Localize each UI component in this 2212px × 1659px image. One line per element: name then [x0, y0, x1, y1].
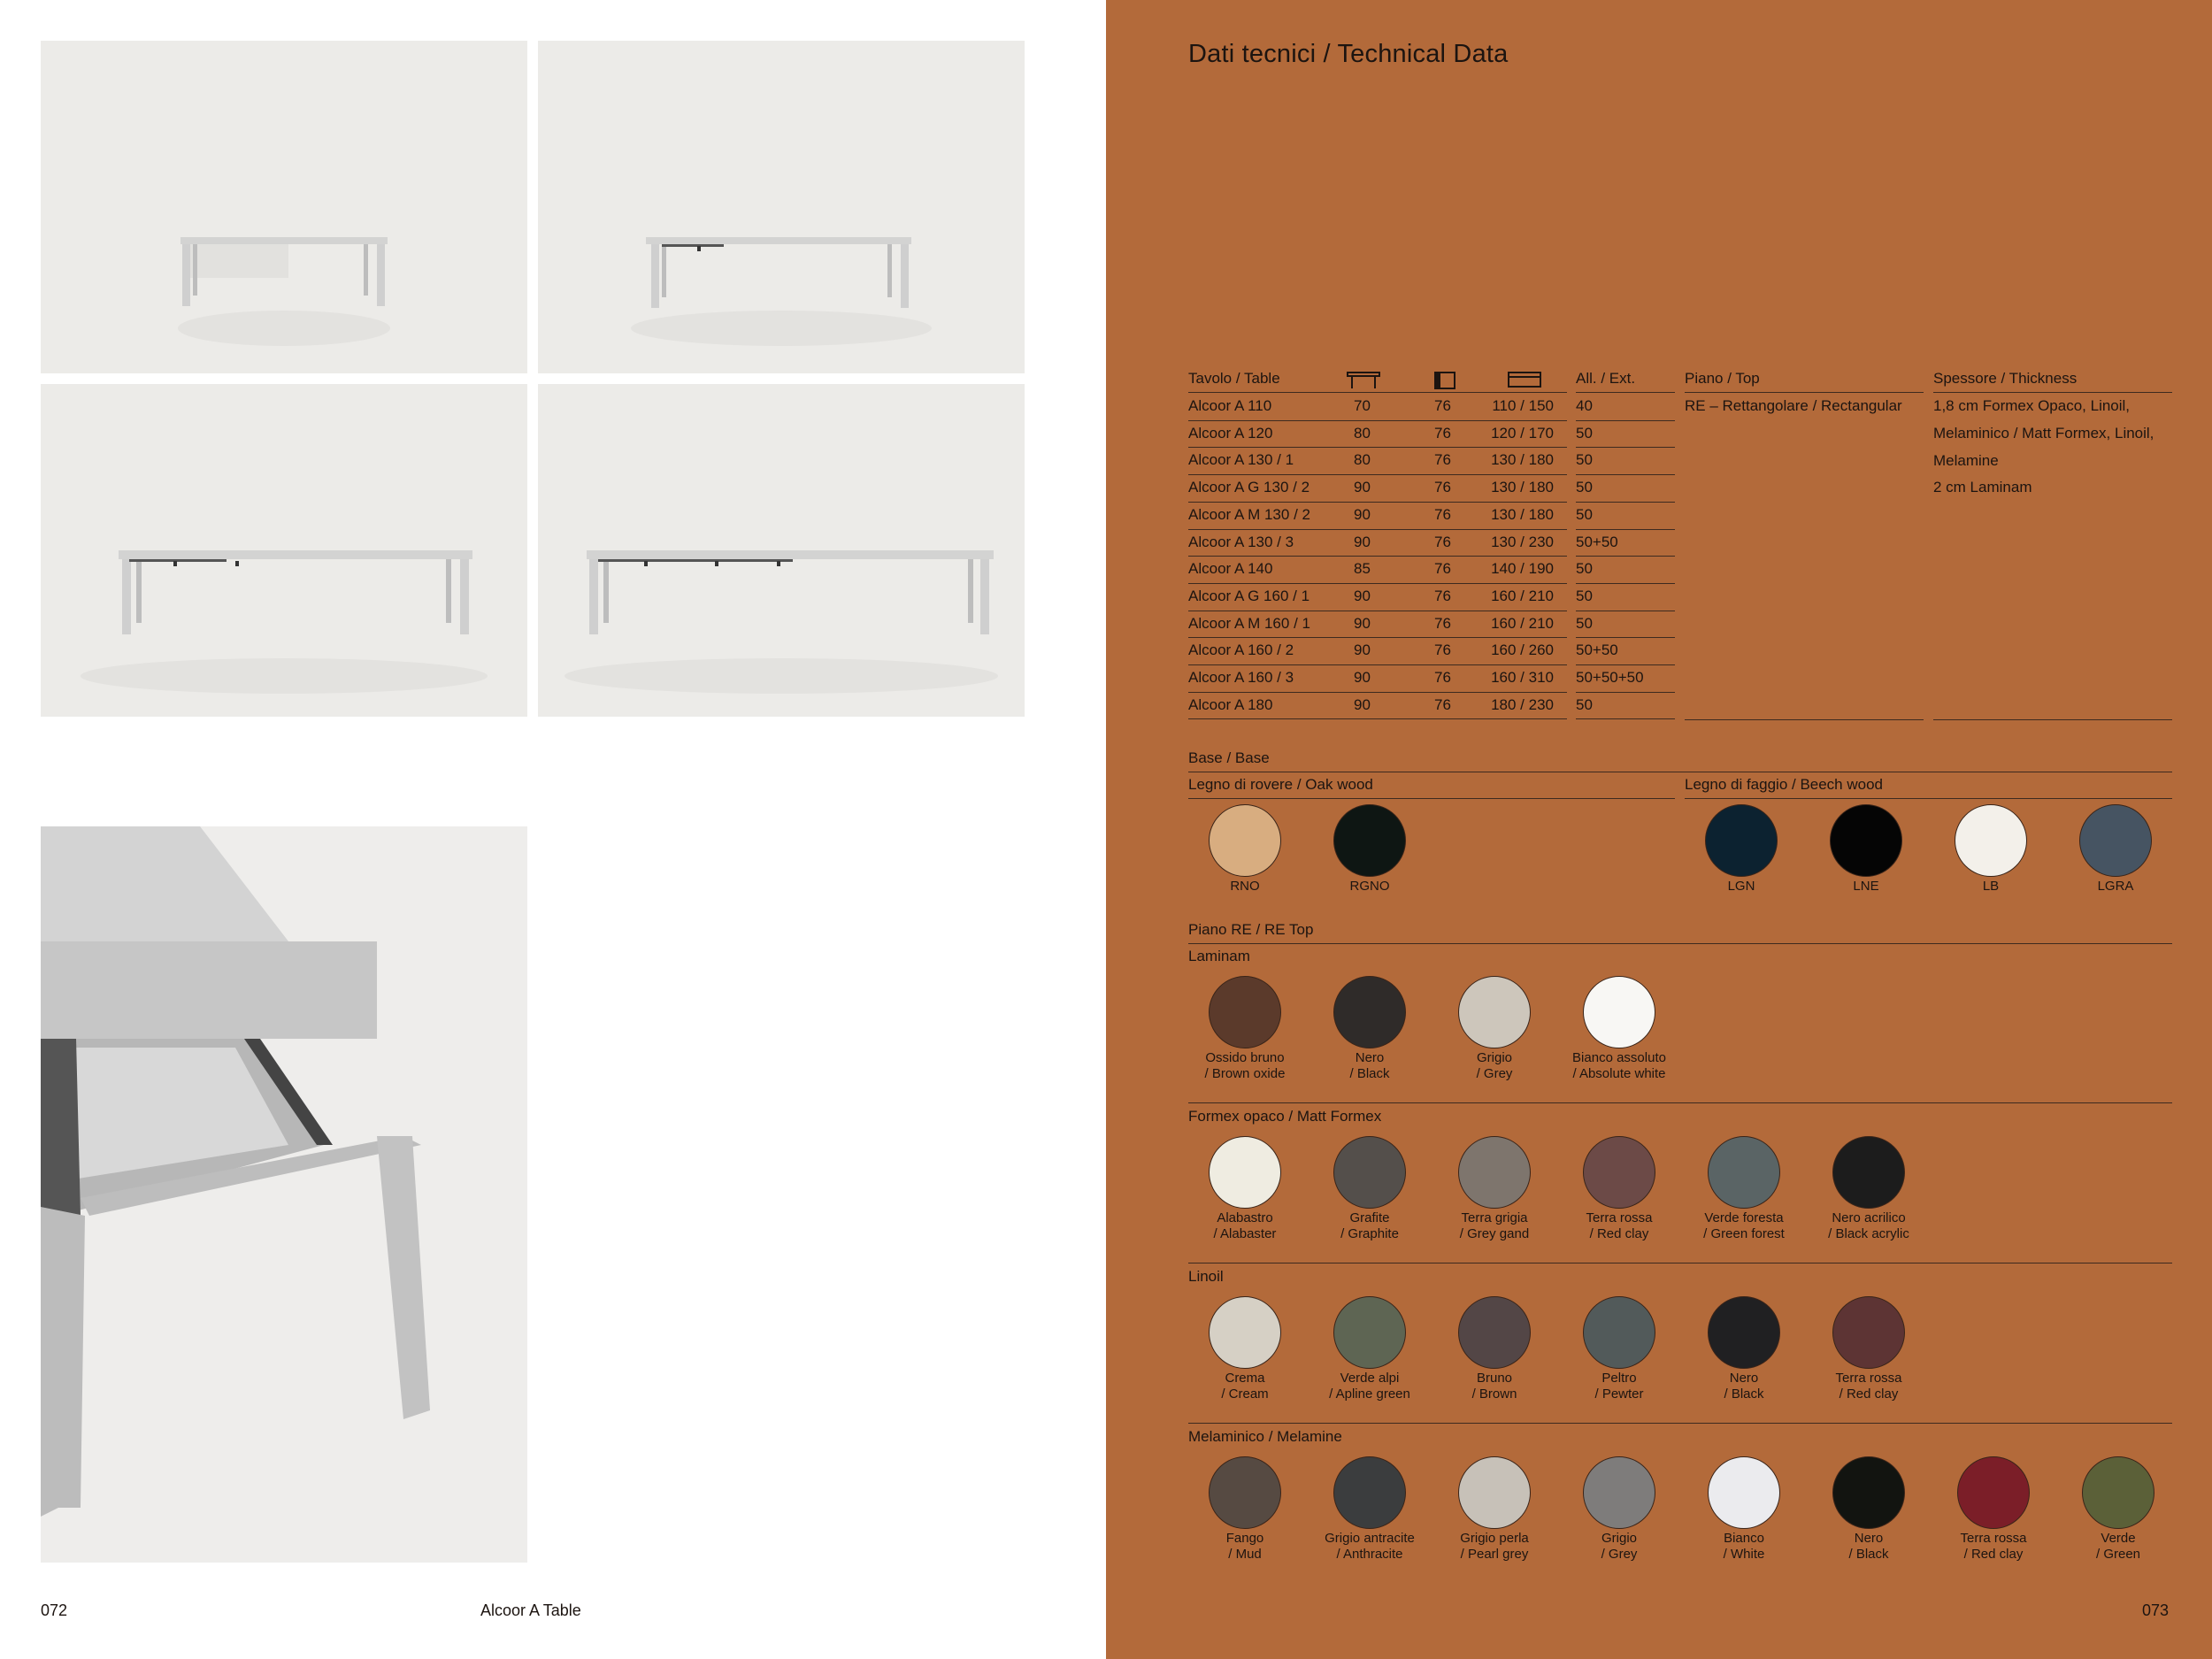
finish-swatch[interactable] — [1458, 1136, 1531, 1209]
row-rule — [1188, 502, 1567, 503]
cell-length: 130 / 180 — [1491, 505, 1554, 523]
swatch-label-line: / Apline green — [1329, 1386, 1410, 1402]
cell-extension: 50 — [1576, 614, 1593, 632]
finish-swatch[interactable] — [1832, 1456, 1905, 1529]
row-rule — [1576, 692, 1675, 693]
cell-height: 76 — [1434, 479, 1451, 496]
finish-swatch-label — [2052, 1531, 2185, 1563]
swatch-label-line: / Green forest — [1703, 1226, 1785, 1241]
cell-model: Alcoor A M 130 / 2 — [1188, 505, 1310, 523]
finish-group-title: Linoil — [1188, 1268, 1224, 1285]
header-thickness: Spessore / Thickness — [1933, 370, 2078, 387]
swatch-label-line: / Black — [1349, 1066, 1390, 1081]
finish-group-title: Laminam — [1188, 948, 1250, 964]
row-rule — [1576, 474, 1675, 475]
row-rule — [1188, 474, 1567, 475]
swatch-label-line: / Grey — [1476, 1066, 1513, 1081]
cell-height: 76 — [1434, 451, 1451, 469]
cell-model: Alcoor A M 160 / 1 — [1188, 614, 1310, 632]
finish-swatch[interactable] — [1333, 1456, 1406, 1529]
beech-swatch[interactable] — [1830, 804, 1902, 877]
cell-height: 76 — [1434, 533, 1451, 550]
row-rule — [1576, 583, 1675, 584]
oak-rule — [1188, 798, 1675, 799]
right-page — [1106, 0, 2212, 1659]
finish-swatch-label — [1927, 1531, 2060, 1563]
swatch-label-line: Peltro — [1601, 1371, 1637, 1386]
table-length-icon — [1507, 370, 1542, 394]
header-top: Piano / Top — [1685, 370, 1760, 387]
cell-width: 90 — [1354, 641, 1371, 659]
cell-extension: 50 — [1576, 587, 1593, 604]
page-caption: Alcoor A Table — [480, 1601, 581, 1619]
cell-width: 90 — [1354, 695, 1371, 713]
cell-length: 110 / 150 — [1492, 397, 1554, 414]
row-rule — [1576, 502, 1675, 503]
swatch-label-line: / Green — [2095, 1547, 2141, 1562]
beech-swatch[interactable] — [1705, 804, 1778, 877]
cell-width: 90 — [1354, 505, 1371, 523]
swatch-label-line: / Grey — [1601, 1547, 1638, 1562]
swatch-label-line: / White — [1723, 1547, 1765, 1562]
finish-swatch-label — [1428, 1371, 1561, 1402]
swatch-label-line: Grigio perla — [1460, 1531, 1529, 1546]
table-image — [41, 41, 527, 373]
finish-swatch-label — [1179, 1371, 1311, 1402]
detail-image — [41, 826, 527, 1563]
header-rule — [1188, 392, 1567, 393]
swatch-label-line: Terra grigia — [1461, 1210, 1528, 1225]
page-number-right: 073 — [2142, 1601, 2170, 1619]
finish-swatch[interactable] — [1209, 1296, 1281, 1369]
table-image — [538, 41, 1025, 373]
row-rule — [1576, 637, 1675, 638]
finish-swatch[interactable] — [2082, 1456, 2154, 1529]
cell-length: 160 / 210 — [1491, 587, 1554, 604]
cell-model: Alcoor A G 130 / 2 — [1188, 479, 1310, 496]
cell-extension: 50 — [1576, 451, 1593, 469]
finish-swatch-label — [1553, 1371, 1686, 1402]
row-rule — [1576, 447, 1675, 448]
row-rule — [1188, 447, 1567, 448]
swatch-label-line: Terra rossa — [1586, 1210, 1653, 1225]
swatch-label-line: / Pewter — [1594, 1386, 1644, 1402]
row-rule — [1188, 718, 1567, 719]
swatch-label-line: Grafite — [1349, 1210, 1390, 1225]
cell-width: 90 — [1354, 479, 1371, 496]
swatch-label-line: / Brown oxide — [1204, 1066, 1286, 1081]
row-rule — [1188, 420, 1567, 421]
top-finishes-title: Piano RE / RE Top — [1188, 921, 1314, 938]
swatch-label-line: / Pearl grey — [1460, 1547, 1529, 1562]
finish-swatch[interactable] — [1333, 1296, 1406, 1369]
finish-swatch[interactable] — [1209, 976, 1281, 1048]
cell-length: 140 / 190 — [1491, 560, 1554, 578]
row-rule — [1188, 556, 1567, 557]
row-rule — [1576, 664, 1675, 665]
row-rule — [1188, 692, 1567, 693]
swatch-label-line: Nero — [1854, 1531, 1884, 1546]
cell-length: 130 / 180 — [1491, 451, 1554, 469]
row-rule — [1188, 583, 1567, 584]
oak-swatch[interactable] — [1209, 804, 1281, 877]
photo-table-detail — [41, 826, 527, 1563]
finish-swatch-label — [1303, 1531, 1436, 1563]
swatch-label-line: Grigio antracite — [1325, 1531, 1415, 1546]
finish-swatch[interactable] — [1832, 1136, 1905, 1209]
photo-table-extended-3 — [538, 384, 1025, 717]
cell-length: 120 / 170 — [1491, 424, 1554, 442]
column-end-rule — [1933, 719, 2172, 720]
finish-swatch[interactable] — [1209, 1136, 1281, 1209]
swatch-label-line: / Mud — [1228, 1547, 1262, 1562]
table-height-icon — [1433, 370, 1456, 394]
cell-model: Alcoor A G 160 / 1 — [1188, 587, 1310, 604]
swatch-label-line: Nero acrilico — [1832, 1210, 1906, 1225]
swatch-label-line: / Absolute white — [1572, 1066, 1666, 1081]
finish-swatch-label — [1428, 1531, 1561, 1563]
cell-height: 76 — [1434, 669, 1451, 686]
cell-extension: 50 — [1576, 695, 1593, 713]
swatch-label-line: Nero — [1729, 1371, 1759, 1386]
finish-swatch[interactable] — [1583, 1456, 1655, 1529]
cell-extension: 50 — [1576, 424, 1593, 442]
cell-width: 90 — [1354, 587, 1371, 604]
swatch-label-line: / Graphite — [1340, 1226, 1399, 1241]
cell-model: Alcoor A 110 — [1188, 397, 1272, 414]
beech-swatch-label: LNE — [1853, 879, 1879, 894]
base-title: Base / Base — [1188, 749, 1270, 766]
finish-swatch-label — [1428, 1050, 1561, 1082]
swatch-label-line: Fango — [1225, 1531, 1264, 1546]
photo-table-closed — [41, 41, 527, 373]
finish-swatch[interactable] — [1708, 1136, 1780, 1209]
finish-swatch[interactable] — [1832, 1296, 1905, 1369]
swatch-label-line: / Cream — [1221, 1386, 1269, 1402]
swatch-label-line: / Red clay — [1589, 1226, 1649, 1241]
table-width-icon — [1347, 370, 1380, 394]
row-rule — [1576, 529, 1675, 530]
thickness-line: 1,8 cm Formex Opaco, Linoil, — [1933, 397, 2131, 414]
finish-swatch[interactable] — [1708, 1456, 1780, 1529]
thickness-line: Melamine — [1933, 452, 1999, 469]
finish-swatch[interactable] — [1708, 1296, 1780, 1369]
swatch-label-line: / Brown — [1471, 1386, 1517, 1402]
cell-model: Alcoor A 120 — [1188, 424, 1273, 442]
swatch-label-line: / Red clay — [1963, 1547, 2024, 1562]
beech-swatch[interactable] — [1955, 804, 2027, 877]
photo-table-extended-2 — [41, 384, 527, 717]
swatch-label-line: / Black — [1848, 1547, 1889, 1562]
finish-swatch-label — [1303, 1050, 1436, 1082]
finish-swatch[interactable] — [1333, 1136, 1406, 1209]
row-rule — [1576, 556, 1675, 557]
page-title: Dati tecnici / Technical Data — [1188, 40, 1509, 68]
cell-width: 90 — [1354, 669, 1371, 686]
oak-title: Legno di rovere / Oak wood — [1188, 776, 1373, 793]
header-rule — [1933, 392, 2172, 393]
finish-swatch-label — [1678, 1210, 1810, 1242]
cell-width: 70 — [1354, 397, 1371, 414]
beech-rule — [1685, 798, 2172, 799]
beech-swatch-label: LGRA — [2097, 879, 2134, 894]
column-end-rule — [1685, 719, 1924, 720]
finish-swatch-label — [1303, 1371, 1436, 1402]
finish-swatch[interactable] — [1583, 1136, 1655, 1209]
top-value: RE – Rettangolare / Rectangular — [1685, 397, 1902, 414]
cell-model: Alcoor A 180 — [1188, 695, 1273, 713]
beech-swatch-label: LGN — [1727, 879, 1755, 894]
finish-swatch-label — [1553, 1210, 1686, 1242]
finish-swatch-label — [1179, 1210, 1311, 1242]
photo-table-extended-1 — [538, 41, 1025, 373]
cell-extension: 50 — [1576, 505, 1593, 523]
cell-model: Alcoor A 130 / 3 — [1188, 533, 1294, 550]
swatch-label-line: Bianco assoluto — [1572, 1050, 1666, 1065]
swatch-label-line: / Red clay — [1839, 1386, 1899, 1402]
swatch-label-line: Grigio — [1601, 1531, 1637, 1546]
header-extension: All. / Ext. — [1576, 370, 1636, 387]
finish-swatch-label — [1678, 1371, 1810, 1402]
oak-swatch-label: RGNO — [1349, 879, 1390, 894]
table-image — [41, 384, 527, 717]
finish-group-title: Formex opaco / Matt Formex — [1188, 1108, 1382, 1125]
cell-extension: 50+50 — [1576, 641, 1618, 659]
swatch-label-line: / Anthracite — [1336, 1547, 1403, 1562]
finish-swatch[interactable] — [1333, 976, 1406, 1048]
beech-swatch-label: LB — [1982, 879, 2000, 894]
swatch-label-line: Grigio — [1476, 1050, 1512, 1065]
group-rule — [1188, 1423, 2172, 1424]
swatch-label-line: Alabastro — [1217, 1210, 1273, 1225]
finish-swatch[interactable] — [1583, 1296, 1655, 1369]
cell-extension: 50 — [1576, 560, 1593, 578]
cell-extension: 50+50+50 — [1576, 669, 1644, 686]
swatch-label-line: Bianco — [1724, 1531, 1764, 1546]
row-rule — [1188, 664, 1567, 665]
finish-swatch-label — [1802, 1210, 1935, 1242]
cell-model: Alcoor A 140 — [1188, 560, 1273, 578]
finish-swatch[interactable] — [1957, 1456, 2030, 1529]
thickness-line: Melaminico / Matt Formex, Linoil, — [1933, 425, 2154, 442]
cell-model: Alcoor A 130 / 1 — [1188, 451, 1294, 469]
finish-swatch-label — [1179, 1050, 1311, 1082]
top-finishes-rule — [1188, 943, 2172, 944]
cell-extension: 50+50 — [1576, 533, 1618, 550]
swatch-label-line: Ossido bruno — [1205, 1050, 1285, 1065]
oak-swatch-label: RNO — [1230, 879, 1260, 894]
finish-swatch[interactable] — [1458, 1456, 1531, 1529]
finish-swatch-label — [1179, 1531, 1311, 1563]
cell-width: 80 — [1354, 451, 1371, 469]
cell-extension: 40 — [1576, 397, 1593, 414]
cell-height: 76 — [1434, 560, 1451, 578]
cell-length: 130 / 180 — [1491, 479, 1554, 496]
swatch-label-line: Crema — [1225, 1371, 1265, 1386]
group-rule — [1188, 1102, 2172, 1103]
finish-swatch[interactable] — [1458, 1296, 1531, 1369]
finish-swatch-label — [1553, 1050, 1686, 1082]
swatch-label-line: Nero — [1355, 1050, 1385, 1065]
finish-swatch-label — [1678, 1531, 1810, 1563]
cell-extension: 50 — [1576, 479, 1593, 496]
swatch-label-line: Terra rossa — [1960, 1531, 2027, 1546]
finish-swatch[interactable] — [1209, 1456, 1281, 1529]
cell-height: 76 — [1434, 505, 1451, 523]
cell-width: 90 — [1354, 614, 1371, 632]
row-rule — [1188, 529, 1567, 530]
cell-height: 76 — [1434, 641, 1451, 659]
cell-height: 76 — [1434, 695, 1451, 713]
oak-swatch[interactable] — [1333, 804, 1406, 877]
cell-height: 76 — [1434, 397, 1451, 414]
cell-width: 85 — [1354, 560, 1371, 578]
row-rule — [1188, 637, 1567, 638]
cell-height: 76 — [1434, 614, 1451, 632]
cell-length: 160 / 210 — [1491, 614, 1554, 632]
cell-height: 76 — [1434, 424, 1451, 442]
cell-length: 160 / 310 — [1491, 669, 1554, 686]
swatch-label-line: Verde alpi — [1340, 1371, 1400, 1386]
header-rule — [1576, 392, 1675, 393]
table-image — [538, 384, 1025, 717]
finish-swatch[interactable] — [1583, 976, 1655, 1048]
swatch-label-line: / Alabaster — [1213, 1226, 1277, 1241]
cell-length: 130 / 230 — [1491, 533, 1554, 550]
finish-group-title: Melaminico / Melamine — [1188, 1428, 1342, 1445]
header-model: Tavolo / Table — [1188, 370, 1280, 387]
cell-length: 180 / 230 — [1491, 695, 1554, 713]
swatch-label-line: Terra rossa — [1835, 1371, 1902, 1386]
finish-swatch-label — [1303, 1210, 1436, 1242]
finish-swatch-label — [1553, 1531, 1686, 1563]
cell-height: 76 — [1434, 587, 1451, 604]
swatch-label-line: / Black — [1724, 1386, 1764, 1402]
swatch-label-line: / Grey gand — [1459, 1226, 1530, 1241]
thickness-line: 2 cm Laminam — [1933, 479, 2032, 495]
finish-swatch-label — [1802, 1531, 1935, 1563]
swatch-label-line: Verde foresta — [1704, 1210, 1784, 1225]
cell-width: 80 — [1354, 424, 1371, 442]
page-number-left: 072 — [41, 1601, 68, 1619]
header-rule — [1685, 392, 1924, 393]
cell-length: 160 / 260 — [1491, 641, 1554, 659]
swatch-label-line: Verde — [2101, 1531, 2136, 1546]
row-rule — [1576, 718, 1675, 719]
cell-model: Alcoor A 160 / 2 — [1188, 641, 1294, 659]
cell-model: Alcoor A 160 / 3 — [1188, 669, 1294, 686]
swatch-label-line: / Black acrylic — [1828, 1226, 1909, 1241]
beech-title: Legno di faggio / Beech wood — [1685, 776, 1884, 793]
finish-swatch-label — [1802, 1371, 1935, 1402]
row-rule — [1576, 420, 1675, 421]
swatch-label-line: Bruno — [1476, 1371, 1513, 1386]
finish-swatch[interactable] — [1458, 976, 1531, 1048]
cell-width: 90 — [1354, 533, 1371, 550]
finish-swatch-label — [1428, 1210, 1561, 1242]
beech-swatch[interactable] — [2079, 804, 2152, 877]
